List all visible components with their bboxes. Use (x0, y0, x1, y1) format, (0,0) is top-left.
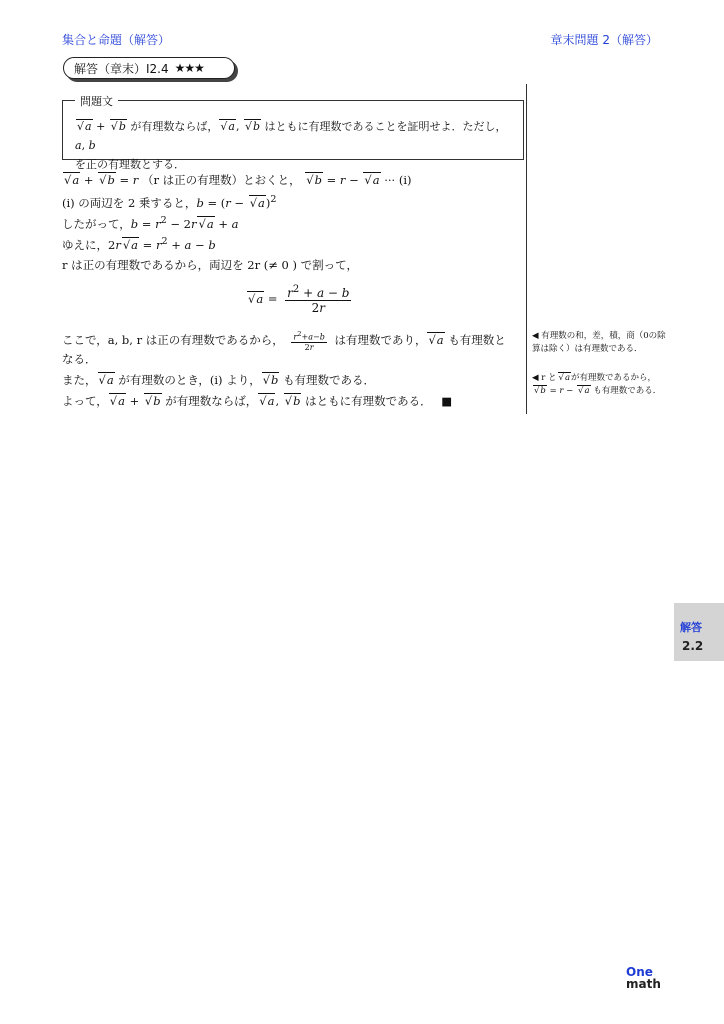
solution-line-8: また，√ a が有理数のとき，(i) より，√ b も有理数である． (62, 372, 375, 388)
header-left: 集合と命題（解答） (62, 33, 171, 47)
problem-line-1: √ a + √ b が有理数ならば，√ a, √ b はともに有理数であることを証明せよ．ただし，a, b (75, 117, 513, 155)
solution-line-4: ゆえに，2r√ $a = r^2 + a - b$ (62, 236, 216, 253)
problem-title: 問題文 (75, 93, 118, 109)
logo-line-1: One (626, 965, 653, 979)
header-right: 章末問題 2（解答） (550, 33, 658, 47)
solution-line-9: よって，√ a + √ b が有理数ならば，√ a, √ b はともに有理数である． ■ (62, 393, 452, 409)
solution-line-5: r は正の有理数であるから，両辺を 2r (≠ 0 ) で割って， (62, 258, 358, 272)
solution-label-text: 解答（章末）I2.4 (74, 61, 169, 76)
problem-statement (75, 117, 513, 174)
solution-line-1: √ a + √ b = r （r は正の有理数）とおくと， √ b = r − √ a ··· (i) (62, 172, 412, 188)
difficulty-stars: ★★★ (174, 61, 204, 75)
solution-line-6: ここで，a, b, r は正の有理数であるから， $\frac{r^2+a-b}{2r}$ は有理数であり，√ a も有理数と (62, 330, 506, 352)
logo-line-2: math (626, 977, 661, 991)
section-tab-number: 2.2 (682, 639, 704, 653)
onemath-logo (626, 966, 668, 996)
solution-display-equation: √ a = $\frac{r^2 + a - b}{2r}$ (246, 284, 355, 315)
section-tab-label: 解答 (680, 621, 702, 634)
solution-line-2: (i) の両辺を 2 乗すると，b = (r − √ a)$^2$ (62, 194, 277, 211)
solution-label (63, 57, 235, 79)
section-tab[interactable] (674, 603, 724, 661)
inline-fraction: $\frac{r^2+a-b}{2r}$ (293, 330, 325, 352)
margin-divider (526, 84, 527, 414)
side-note-2: ◀ r と√ aが有理数であるから， √ b = r − √ a も有理数である． (532, 372, 672, 398)
side-note-1: ◀ 有理数の和，差，積，商（0の除算は除く）は有理数である． (532, 331, 666, 354)
solution-line-3: したがって，$b = r^2 - 2r√$ a + a (62, 215, 238, 232)
fraction: $\frac{r^2 + a - b}{2r}$ (287, 284, 350, 315)
qed-mark: ■ (441, 394, 453, 408)
problem-box (62, 95, 524, 171)
problem-line-2: を正の有理数とする． (75, 158, 185, 171)
solution-line-7: なる． (62, 352, 97, 366)
